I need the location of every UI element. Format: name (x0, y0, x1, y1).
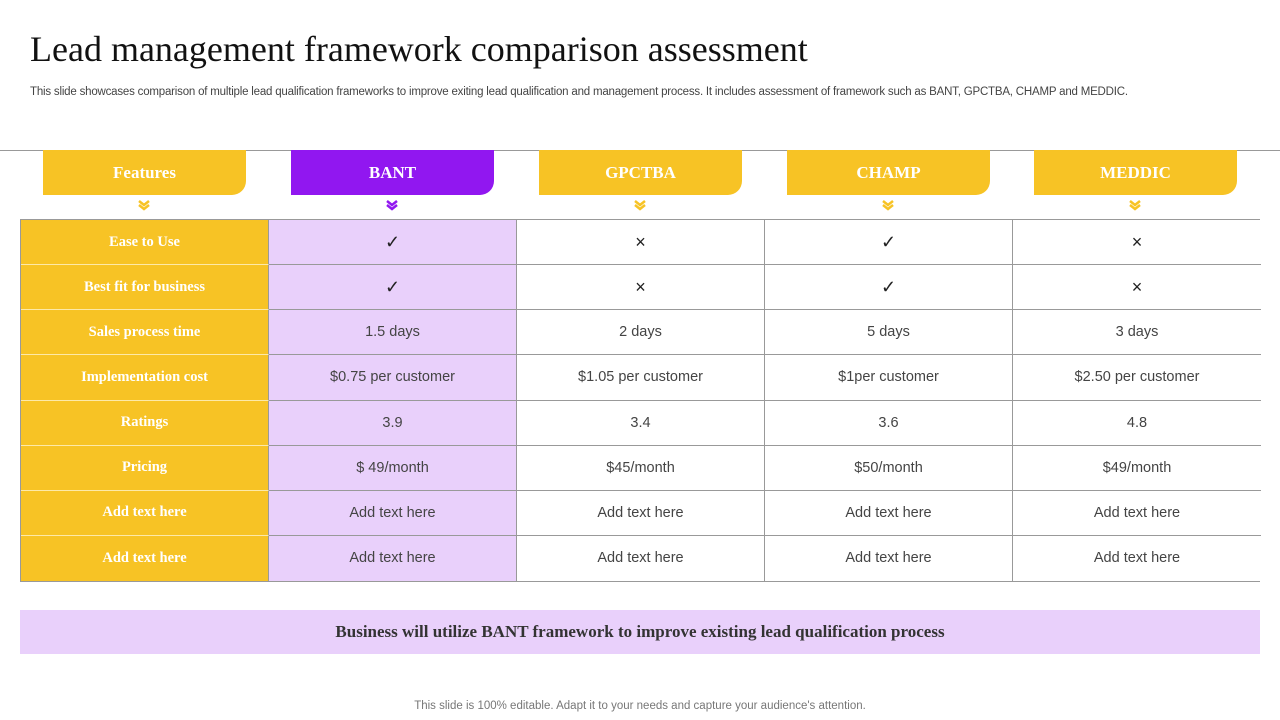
chevron-down-icon (385, 199, 399, 211)
cross-icon: × (635, 276, 646, 297)
tab-meddic: MEDDIC (1034, 150, 1237, 195)
table-cell: $2.50 per customer (1013, 355, 1261, 400)
table-cell: 2 days (517, 310, 765, 355)
table-cell: $1per customer (765, 355, 1013, 400)
tab-champ: CHAMP (787, 150, 990, 195)
feature-label: Best fit for business (21, 265, 269, 310)
table-cell (269, 265, 517, 310)
chevron-down-icon (1128, 199, 1142, 211)
footnote: This slide is 100% editable. Adapt it to your needs and capture your audience's attention. (414, 700, 866, 712)
cross-icon: × (635, 231, 646, 252)
table-cell (765, 265, 1013, 310)
tab-gpctba: GPCTBA (539, 150, 742, 195)
table-cell: $45/month (517, 446, 765, 491)
table-cell: 3 days (1013, 310, 1261, 355)
feature-label: Ratings (21, 401, 269, 446)
table-cell: $49/month (1013, 446, 1261, 491)
chevron-down-icon (881, 199, 895, 211)
table-cell: 5 days (765, 310, 1013, 355)
table-cell: $50/month (765, 446, 1013, 491)
table-cell (1013, 220, 1261, 265)
checkmark-icon: ✓ (880, 276, 897, 297)
table-cell: Add text here (517, 536, 765, 581)
table-cell: $0.75 per customer (269, 355, 517, 400)
cross-icon: × (1131, 276, 1143, 297)
feature-label: Pricing (21, 446, 269, 491)
feature-label: Implementation cost (21, 355, 269, 400)
conclusion-banner: Business will utilize BANT framework to improve existing lead qualification process (20, 610, 1260, 654)
table-cell (517, 265, 765, 310)
checkmark-icon: ✓ (384, 231, 401, 252)
checkmark-icon: ✓ (384, 276, 401, 297)
table-cell: 1.5 days (269, 310, 517, 355)
table-cell: 4.8 (1013, 401, 1261, 446)
table-cell: Add text here (765, 536, 1013, 581)
tab-bant: BANT (291, 150, 494, 195)
checkmark-icon: ✓ (880, 231, 897, 252)
table-cell: 3.4 (517, 401, 765, 446)
feature-label: Sales process time (21, 310, 269, 355)
cross-icon: × (1131, 231, 1143, 252)
chevron-down-icon (137, 199, 151, 211)
table-cell (269, 220, 517, 265)
feature-label: Add text here (21, 491, 269, 536)
table-cell: Add text here (765, 491, 1013, 536)
page-title: Lead management framework comparison assessment (30, 29, 808, 69)
feature-label: Ease to Use (21, 220, 269, 265)
feature-label: Add text here (21, 536, 269, 581)
table-cell: Add text here (517, 491, 765, 536)
table-cell (765, 220, 1013, 265)
table-cell: 3.9 (269, 401, 517, 446)
table-cell (1013, 265, 1261, 310)
table-cell: Add text here (1013, 491, 1261, 536)
table-cell: Add text here (1013, 536, 1261, 581)
page-subtitle: This slide showcases comparison of multiple lead qualification frameworks to improve exiting lead qualification and management process. It includes assessment of framework such as BANT, GPCTBA, CHAMP and MEDDIC. (30, 86, 1128, 98)
table-cell: $ 49/month (269, 446, 517, 491)
table-cell (517, 220, 765, 265)
chevron-down-icon (633, 199, 647, 211)
tab-features: Features (43, 150, 246, 195)
table-cell: $1.05 per customer (517, 355, 765, 400)
table-cell: Add text here (269, 491, 517, 536)
table-cell: Add text here (269, 536, 517, 581)
comparison-table (20, 219, 1260, 582)
table-cell: 3.6 (765, 401, 1013, 446)
